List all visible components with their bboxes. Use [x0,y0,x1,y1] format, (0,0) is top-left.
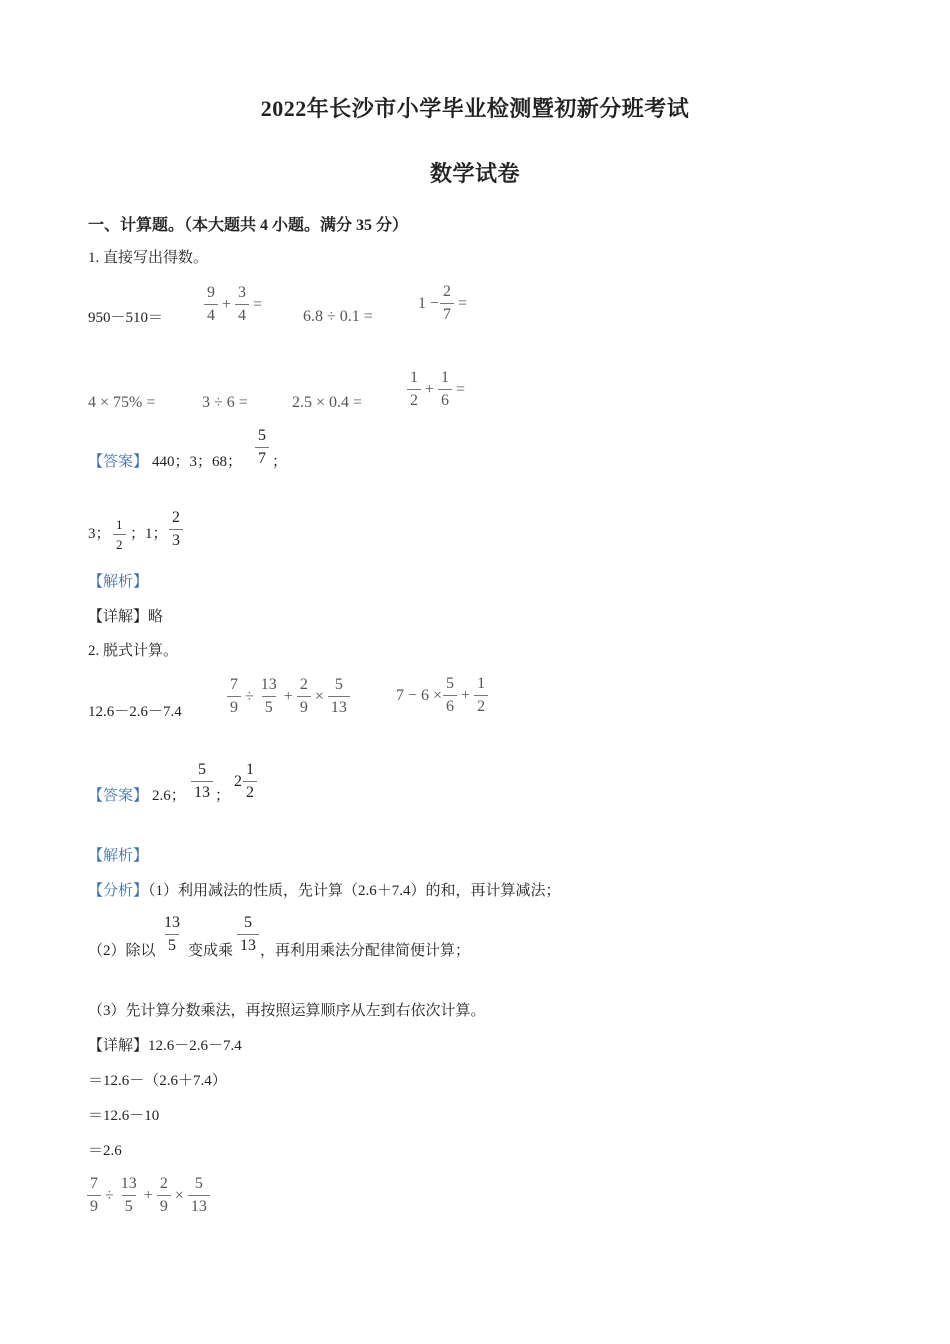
denominator: 13 [328,696,350,716]
section-heading: 一、计算题。（本大题共 4 小题。满分 35 分） [88,217,409,234]
numerator: 7 [230,676,238,693]
denominator: 9 [157,1195,171,1215]
numerator: 2 [443,283,452,300]
operator: + [143,1186,153,1204]
analysis-para-3: （3）先计算分数乘法，再按照运算顺序从左到右依次计算。 [88,1003,486,1019]
whole-part: 2 [234,772,242,790]
operator: + [222,295,232,313]
page-title: 2022年长沙市小学毕业检测暨初新分班考试 [260,96,690,121]
denominator: 6 [443,695,457,715]
denominator: 13 [237,934,259,954]
numerator: 7 [90,1175,98,1192]
q1-expr-1: 950－510＝ [88,310,164,326]
q2-expr-2 [226,676,351,716]
operator: ÷ [105,1186,114,1204]
detail-line-2: ＝12.6－（2.6＋7.4） [88,1073,227,1089]
analysis-para-2-mid: 变成乘 [188,943,234,959]
q1-prompt: 1. 直接写出得数。 [88,250,209,266]
numerator: 2 [172,509,180,526]
numerator: 1 [116,517,123,532]
answer-tag: 【答案】 [88,454,149,470]
detail-text: 12.6－2.6－7.4 [148,1038,242,1054]
answer-values-2b: ；1； [130,526,168,542]
numerator: 5 [446,675,455,692]
q1-expr-3: 6.8 ÷ 0.1 = [303,308,373,325]
answer-values: 440；3；68； [152,454,243,470]
numerator: 13 [164,914,180,931]
answer-fraction [254,428,270,467]
detail-line-4: ＝2.6 [88,1143,122,1159]
detail-text: 【详解】略 [88,609,164,625]
numerator: 5 [198,761,206,778]
analysis-para-2-pre: （2）除以 [88,943,156,959]
denominator: 13 [191,781,213,801]
analysis-para-2-post: ，再利用乘法分配律简便计算； [260,943,471,959]
denominator: 9 [297,696,311,716]
denominator: 7 [255,447,269,467]
answer-mixed-number [234,762,258,801]
analysis-para-1 [88,881,561,901]
q1-expr-6: 3 ÷ 6 = [202,394,248,411]
denominator: 5 [262,696,276,716]
operator: × [314,687,324,705]
answer-values-2a: 3； [88,526,111,542]
answer-fraction [112,518,127,551]
page-subtitle: 数学试卷 [429,161,520,186]
denominator: 2 [407,389,421,409]
detail-line-3: ＝12.6－10 [88,1108,160,1124]
denominator: 2 [474,695,488,715]
denominator: 3 [169,529,183,549]
numerator: 5 [258,427,266,444]
q2-expr-1: 12.6－2.6－7.4 [88,704,182,720]
numerator: 13 [260,676,277,693]
denominator: 5 [165,934,179,954]
numerator: 1 [477,675,486,692]
numerator: 1 [246,761,254,778]
denominator: 9 [87,1195,101,1215]
detail-line-5 [86,1175,211,1215]
q1-expr-2 [203,284,265,324]
detail-label: 【详解】 [88,1038,149,1054]
equals: = [253,295,263,313]
denominator: 7 [440,303,454,323]
numerator: 1 [441,369,450,386]
q1-expr-5: 4 × 75% = [88,394,156,411]
denominator: 2 [243,781,257,801]
analysis-fraction [236,915,260,954]
lead: 7 − 6 × [396,686,443,704]
analysis-label: 【分析】 [88,883,149,899]
answer-values: 2.6； [152,788,186,804]
numerator: 5 [244,914,252,931]
answer-fraction [168,510,184,549]
lead: 1 − [418,294,440,312]
operator: + [283,687,293,705]
numerator: 3 [238,284,247,301]
q2-expr-3 [396,676,489,715]
operator: × [174,1186,184,1204]
numerator: 2 [299,676,308,693]
denominator: 4 [235,304,249,324]
analysis-tag: 【解析】 [88,574,149,590]
numerator: 9 [207,284,215,301]
numerator: 13 [120,1175,137,1192]
q2-prompt: 2. 脱式计算。 [88,643,179,659]
answer-separator: ； [215,788,231,804]
detail-line-1 [88,1036,242,1056]
analysis-tag: 【解析】 [88,848,149,864]
analysis-text: （1）利用减法的性质，先计算（2.6＋7.4）的和，再计算减法； [148,883,561,899]
answer-tag: 【答案】 [88,788,149,804]
equals: = [458,294,468,312]
operator: + [461,686,471,704]
denominator: 13 [188,1195,210,1215]
numerator: 1 [410,369,418,386]
denominator: 5 [122,1195,136,1215]
analysis-fraction [160,915,184,954]
q1-expr-7: 2.5 × 0.4 = [292,394,363,411]
denominator: 2 [113,534,126,551]
answer-separator: ； [272,454,288,470]
q1-expr-4 [418,284,470,323]
denominator: 4 [204,304,218,324]
numerator: 5 [334,676,343,693]
answer-fraction [190,762,214,801]
numerator: 5 [194,1175,203,1192]
operator: ÷ [245,687,254,705]
q1-expr-8 [406,369,468,409]
denominator: 9 [227,696,241,716]
operator: + [425,380,435,398]
numerator: 2 [159,1175,168,1192]
denominator: 6 [438,389,452,409]
equals: = [456,380,466,398]
